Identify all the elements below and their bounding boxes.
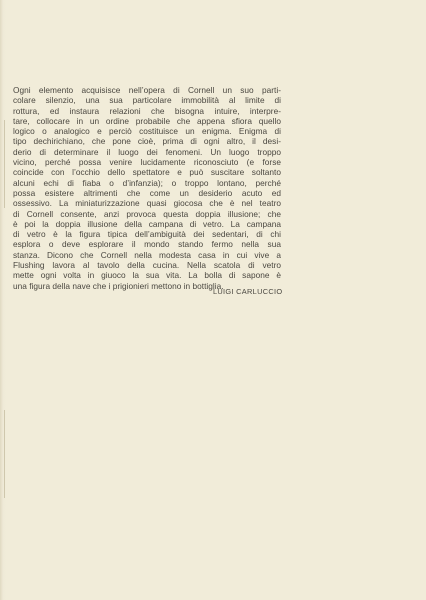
essay-line: vicino, perché possa venire lucidamente riconosciuto (e forse [13,157,281,168]
essay-line: alcuni echi di fiaba o d’infanzia); o troppo lontano, perché [13,177,281,188]
essay-line: una figura della nave che i prigionieri mettono in bottiglia. [13,280,224,291]
essay-line: coincide con l’occhio dello spettatore e può suscitare soltanto [13,167,281,178]
essay-line: Ogni elemento acquisisce nell’opera di Cornell un suo parti- [13,85,281,95]
essay-line: logico o analogico e perciò costituisce un enigma. Enigma di [13,126,281,137]
essay-line: derio di determinare il luogo dei fenomeni. Un luogo troppo [13,146,281,157]
essay-line: tipo dechirichiano, che pone cioè, prima di ogni altro, il desi- [13,136,281,147]
essay-line: mette ogni volta in giuoco la sua vita. La bolla di sapone è [13,270,281,281]
essay-line: rottura, ed instaura relazioni che bisogna intuire, interpre- [13,105,281,116]
essay-line: di Cornell consente, anzi provoca questa doppia illusione; che [13,208,281,219]
essay-line: ossessivo. La miniaturizzazione quasi giocosa che è nel teatro [13,198,281,209]
essay-line: stanza. Dicono che Cornell nella modesta casa in cui vive a [13,249,281,260]
essay-line: è poi la doppia illusione della campana di vetro. La campana [13,218,281,229]
essay-line: Flushing lavora al tavolo della cucina. Nella scatola di vetro [13,260,281,271]
author-signature: LUIGI CARLUCCIO [213,287,283,296]
essay-line: tare, collocare in un ordine probabile che appena sfiora quello [13,115,281,126]
essay-line: possa esistere altrimenti che come un desiderio acuto ed [13,187,281,198]
essay-line: esplora o deve esplorare il mondo stando fermo nella sua [13,239,281,250]
essay-line: colare silenzio, una sua particolare immobilità al limite di [13,95,281,106]
binding-stitch [4,120,5,208]
binding-edge [0,0,3,600]
essay-text [13,85,281,291]
binding-stitch [4,410,5,498]
essay-line: di vetro è la figura tipica dell’ambiguità dei sedentari, di chi [13,229,281,240]
